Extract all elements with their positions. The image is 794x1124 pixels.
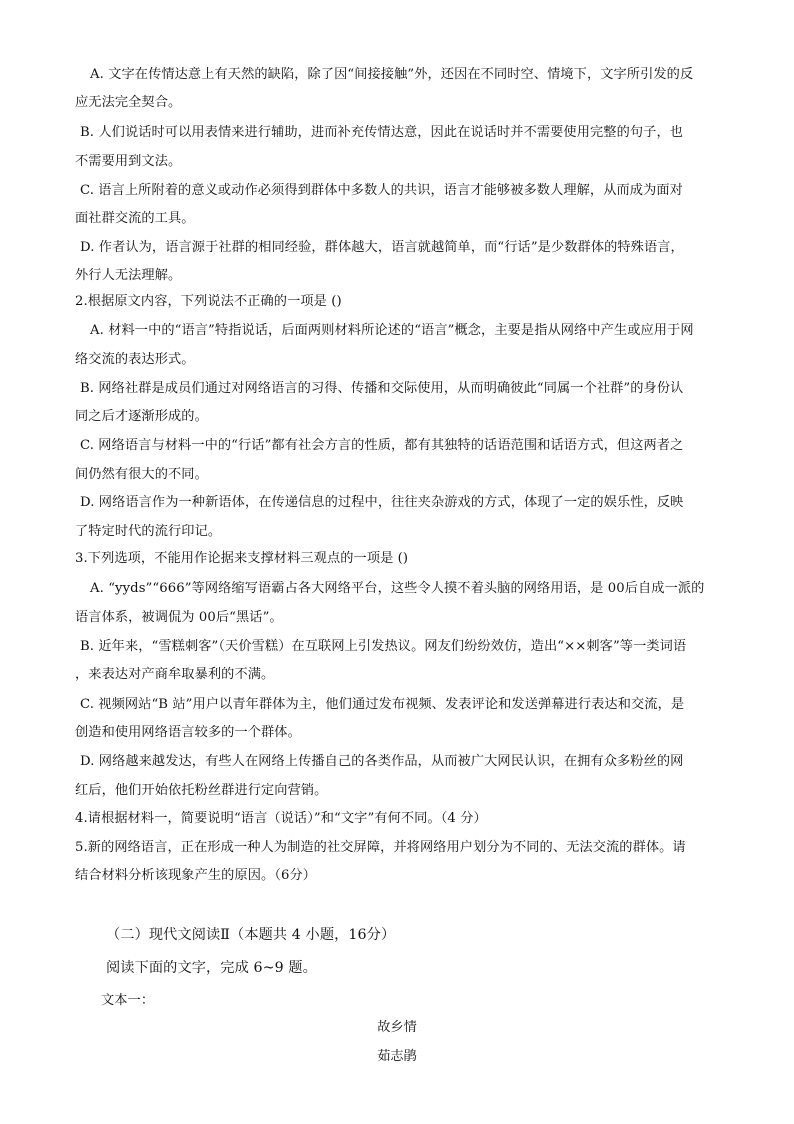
q2-option-a-line-1: A. 材料一中的“语言”特指说话，后面两则材料所论述的“语言”概念，主要是指从网络中产生或应用于网 (90, 323, 694, 338)
q1-option-a-line-2: 应无法完全契合。 (75, 95, 182, 110)
poem-title: 故乡情 (377, 1020, 417, 1035)
q3-option-a-line-2: 语言体系，被调侃为 00后“黑话”。 (75, 610, 283, 625)
q2-option-b-line-2: 同之后才逐渐形成的。 (75, 409, 208, 424)
q3-option-b-line-1: B. 近年来，“雪糕刺客”（天价雪糕）在互联网上引发热议。网友们纷纷效仿，造出“××刺客”等一类词语 (80, 639, 687, 654)
q2-option-a-line-2: 络交流的表达形式。 (75, 352, 195, 367)
poem-author: 茹志鹃 (377, 1049, 417, 1064)
question-4: 4.请根据材料一，简要说明“语言（说话）”和“文字”有何不同。（4 分） (75, 811, 487, 826)
q3-option-a-line-1: A. “yyds”“666”等网络缩写语霸占各大网络平台，这些令人摸不着头脑的网络用语，是 00后自成一派的 (90, 581, 705, 596)
q1-option-a-line-1: A. 文字在传情达意上有天然的缺陷，除了因“间接接触”外，还因在不同时空、情境下，文字所引发的反 (90, 67, 694, 82)
q1-option-b-line-2: 不需要用到文法。 (75, 154, 182, 169)
section-instruction: 阅读下面的文字，完成 6~9 题。 (106, 960, 317, 976)
q1-option-c-line-1: C. 语言上所附着的意义或动作必须得到群体中多数人的共识，语言才能够被多数人理解，从而成为面对 (80, 183, 683, 198)
q3-option-c-line-2: 创造和使用网络语言较多的一个群体。 (75, 725, 301, 740)
q1-option-c-line-2: 面社群交流的工具。 (75, 211, 195, 226)
q3-option-b-line-2: ，来表达对产商牟取暴利的不满。 (75, 667, 275, 682)
section-heading: （二）现代文阅读Ⅱ（本题共 4 小题，16分） (106, 927, 396, 943)
q2-stem: 2.根据原文内容，下列说法不正确的一项是 () (75, 294, 342, 309)
q3-option-d-line-2: 红后，他们开始依托粉丝群进行定向营销。 (75, 783, 328, 798)
q3-stem: 3.下列选项，不能用作论据来支撑材料三观点的一项是 () (75, 551, 409, 566)
q2-option-b-line-1: B. 网络社群是成员们通过对网络语言的习得、传播和交际使用，从而明确彼此“同属一个社群”的身份认 (80, 381, 684, 396)
q2-option-d-line-1: D. 网络语言作为一种新语体，在传递信息的过程中，往往夹杂游戏的方式，体现了一定的娱乐性，反映 (80, 495, 684, 510)
q3-option-c-line-1: C. 视频网站“B 站”用户以青年群体为主，他们通过发布视频、发表评论和发送弹幕进行表达和交流，是 (80, 697, 685, 712)
q5-line-1: 5.新的网络语言，正在形成一种人为制造的社交屏障，并将网络用户划分为不同的、无法交流的群体。请 (75, 840, 686, 855)
q1-option-d-line-2: 外行人无法理解。 (75, 268, 182, 283)
q2-option-d-line-2: 了特定时代的流行印记。 (75, 524, 222, 539)
q3-option-d-line-1: D. 网络越来越发达，有些人在网络上传播自己的各类作品，从而被广大网民认识，在拥有众多粉丝的网 (80, 754, 684, 769)
q2-option-c-line-2: 间仍然有很大的不同。 (75, 467, 208, 482)
q1-option-b-line-1: B. 人们说话时可以用表情来进行辅助，进而补充传情达意，因此在说话时并不需要使用完整的句子，也 (80, 125, 684, 140)
q1-option-d-line-1: D. 作者认为，语言源于社群的相同经验，群体越大，语言就越简单，而“行话”是少数群体的特殊语言， (80, 240, 684, 255)
q5-line-2: 结合材料分析该现象产生的原因。（6分） (75, 868, 317, 883)
text-label: 文本一： (101, 993, 155, 1008)
q2-option-c-line-1: C. 网络语言与材料一中的“行话”都有社会方言的性质，都有其独特的话语范围和话语方式，但这两者之 (80, 438, 684, 453)
